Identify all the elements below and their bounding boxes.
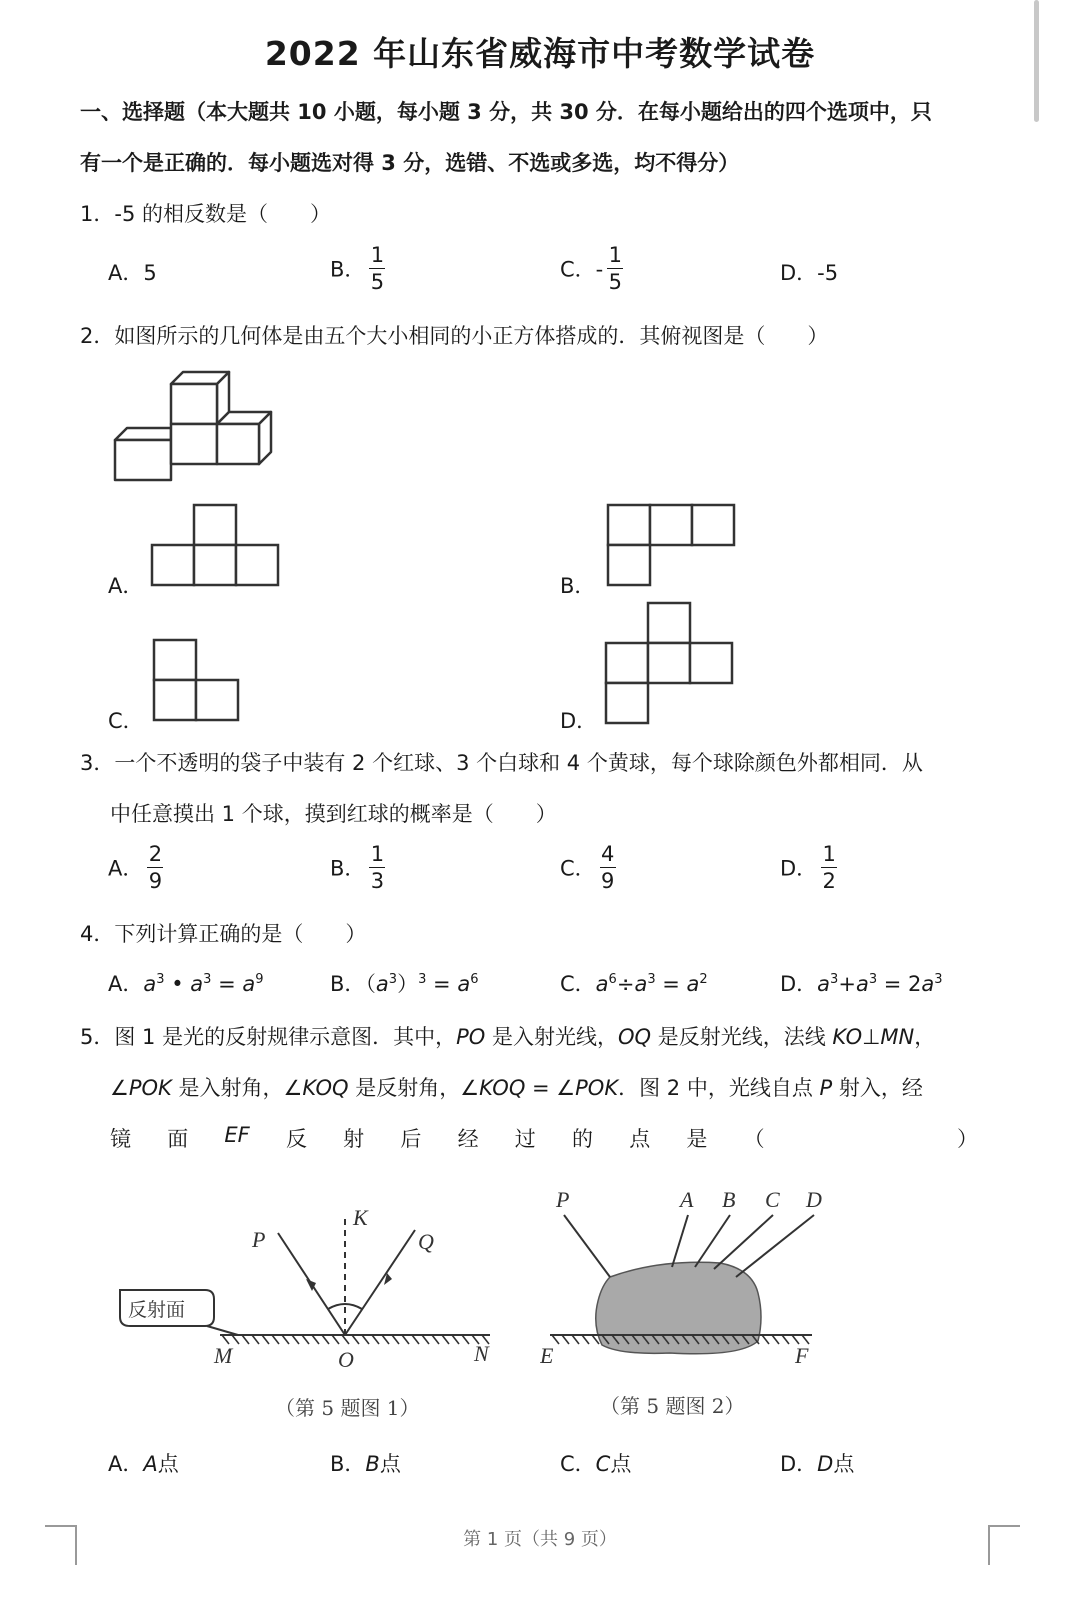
q1-c-denominator: 5 xyxy=(608,270,622,294)
q5-option-d: D．D点 xyxy=(780,1452,855,1476)
q3-b-numerator: 1 xyxy=(370,842,385,866)
q4-option-b: B．$(a^3)^3 = a^6$ xyxy=(330,972,479,996)
page-footer: 第 1 页（共 9 页） xyxy=(463,1529,617,1550)
q3-option-d: D． $\frac{1}{2}$ xyxy=(780,842,836,893)
q2-option-d-figure xyxy=(604,601,738,725)
q5-option-b: B．B点 xyxy=(330,1452,401,1476)
q3-option-a: A． $\frac{2}{9}$ xyxy=(108,842,163,893)
question-5-stem-line1: 5．图 1 是光的反射规律示意图．其中，PO 是入射光线，OQ 是反射光线，法线 KO⊥MN， xyxy=(80,1025,936,1049)
q3-c-denominator: 9 xyxy=(600,869,615,893)
q4-option-d: D．$a^3+a^3 = 2a^3$ xyxy=(780,972,943,996)
fig1-label-n: N xyxy=(474,1341,489,1366)
q2-option-d: D． xyxy=(560,709,598,733)
fig1-label-p: P xyxy=(252,1227,266,1252)
fig1-label-m: M xyxy=(214,1343,233,1368)
q1-b-denominator: 5 xyxy=(370,270,385,294)
q4-option-a: A．$a^3$ • $a^3 = a^9$ xyxy=(108,972,264,996)
q3-a-numerator: 2 xyxy=(148,842,163,866)
q2-option-c: C． xyxy=(108,709,144,733)
q5-figure-1 xyxy=(110,1195,510,1430)
fig2-label-d: D xyxy=(806,1187,822,1212)
question-3-stem-line2: 中任意摸出 1 个球，摸到红球的概率是（ ） xyxy=(110,802,557,826)
q2-option-a: A． xyxy=(108,574,144,598)
scrollbar-thumb[interactable] xyxy=(1034,0,1039,122)
fig2-label-p: P xyxy=(556,1187,570,1212)
question-1-stem: 1．-5 的相反数是（ ） xyxy=(80,202,331,226)
fig1-label-q: Q xyxy=(418,1229,434,1254)
fig2-label-a: A xyxy=(680,1187,694,1212)
fig1-label-o: O xyxy=(338,1347,354,1372)
q5-option-c: C．C点 xyxy=(560,1452,632,1476)
fig1-caption: （第 5 题图 1） xyxy=(275,1396,420,1420)
q1-option-c: C．- $\frac{1}{5}$ xyxy=(560,243,622,294)
question-2-stem: 2．如图所示的几何体是由五个大小相同的小正方体搭成的．其俯视图是（ ） xyxy=(80,324,829,348)
q1-c-numerator: 1 xyxy=(608,243,622,267)
q2-option-c-figure xyxy=(152,638,242,722)
fig1-mirror-label: 反射面 xyxy=(128,1299,186,1321)
q5-option-a: A．A点 xyxy=(108,1452,179,1476)
q3-a-denominator: 9 xyxy=(148,869,163,893)
question-3-stem-line1: 3．一个不透明的袋子中装有 2 个红球、3 个白球和 4 个黄球，每个球除颜色外都相同．从 xyxy=(80,751,923,775)
q3-d-denominator: 2 xyxy=(822,869,836,893)
q1-option-d: D．-5 xyxy=(780,261,839,285)
q3-option-c: C． $\frac{4}{9}$ xyxy=(560,842,615,893)
fig1-label-k: K xyxy=(353,1205,368,1230)
fig2-label-e: E xyxy=(540,1343,554,1368)
question-5-stem-line2: ∠POK 是入射角，∠KOQ 是反射角，∠KOQ = ∠POK．图 2 中，光线自点 P 射入，经 xyxy=(110,1076,923,1100)
q2-option-b: B． xyxy=(560,574,596,598)
q2-cube-figure xyxy=(105,368,280,488)
page-title: 2022 年山东省威海市中考数学试卷 xyxy=(264,34,816,73)
q3-b-denominator: 3 xyxy=(370,869,385,893)
fig2-label-f: F xyxy=(795,1343,809,1368)
q1-option-b: B． $\frac{1}{5}$ xyxy=(330,243,385,294)
q3-option-b: B． $\frac{1}{3}$ xyxy=(330,842,385,893)
question-4-stem: 4．下列计算正确的是（ ） xyxy=(80,922,367,946)
fig2-label-c: C xyxy=(765,1187,780,1212)
q3-d-numerator: 1 xyxy=(822,842,836,866)
q1-b-numerator: 1 xyxy=(370,243,385,267)
section-heading-line1: 一、选择题（本大题共 10 小题，每小题 3 分，共 30 分．在每小题给出的四个选项中，只 xyxy=(80,100,932,124)
q3-c-numerator: 4 xyxy=(600,842,615,866)
q4-option-c: C．$a^6\div a^3 = a^2$ xyxy=(560,972,708,996)
q5-figure-2 xyxy=(540,1185,830,1430)
q2-option-b-figure xyxy=(606,503,738,587)
q1-option-a: A．5 xyxy=(108,261,157,285)
fig2-label-b: B xyxy=(722,1187,736,1212)
fig2-caption: （第 5 题图 2） xyxy=(600,1394,745,1418)
question-5-stem-line3: 镜 面 EF 反 射 后 经 过 的 点 是 （ ） xyxy=(110,1123,978,1151)
section-heading-line2: 有一个是正确的．每小题选对得 3 分，选错、不选或多选，均不得分） xyxy=(80,151,740,175)
q2-option-a-figure xyxy=(150,503,282,587)
